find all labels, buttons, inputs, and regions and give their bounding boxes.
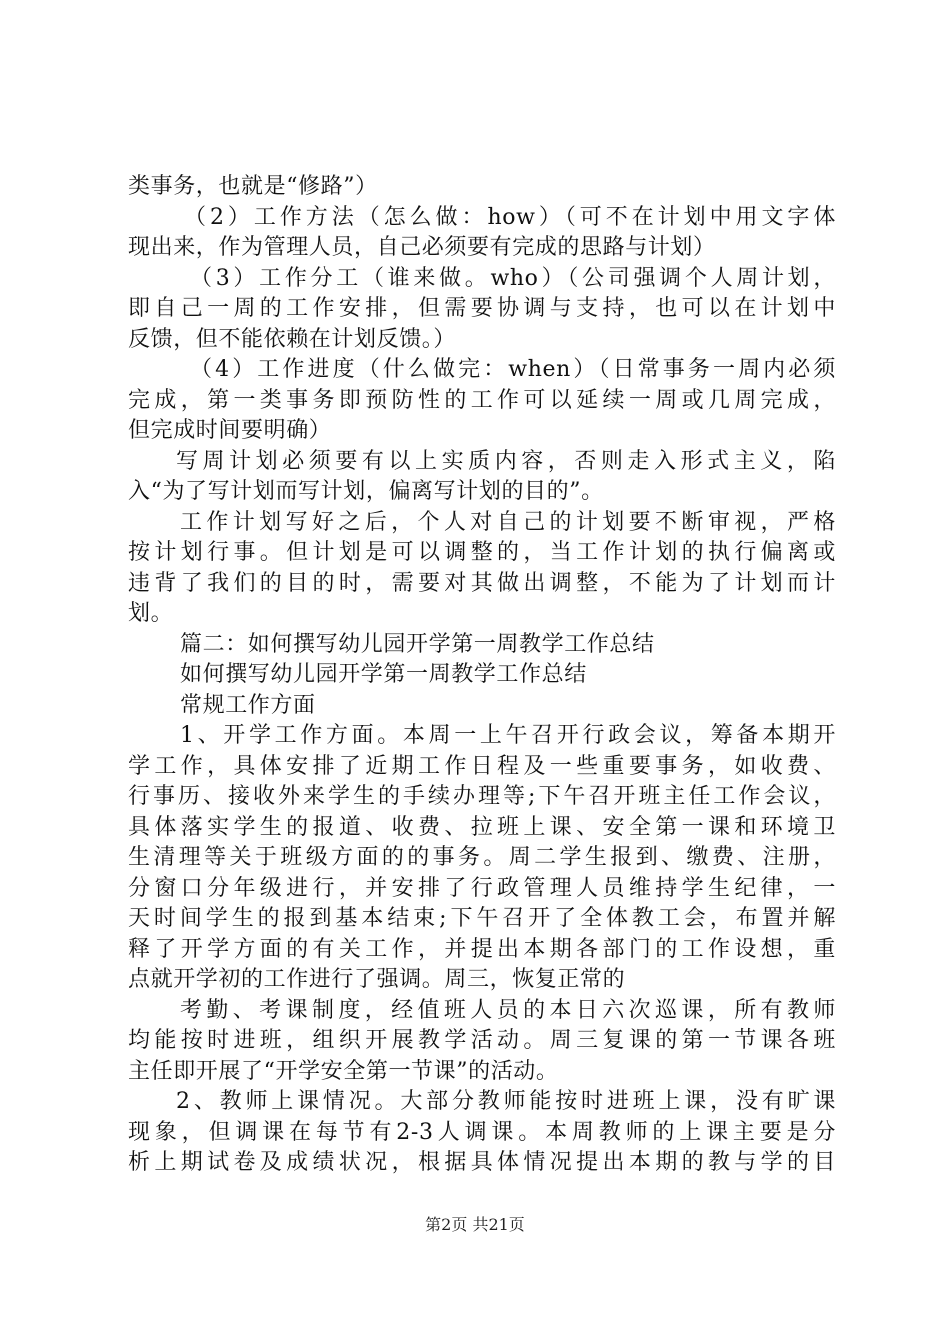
- text-line: 析上期试卷及成绩状况，根据具体情况提出本期的教与学的目: [128, 1150, 836, 1175]
- text-line: 2、教师上课情况。大部分教师能按时进班上课，没有旷课: [176, 1089, 836, 1114]
- text-line: 即自己一周的工作安排，但需要协调与支持，也可以在计划中: [128, 296, 836, 321]
- text-line: 学工作，具体安排了近期工作日程及一些重要事务，如收费、: [128, 753, 836, 779]
- section-subheading: 常规工作方面: [180, 692, 316, 718]
- section-heading: 如何撰写幼儿园开学第一周教学工作总结: [180, 662, 587, 687]
- text-line: 具体落实学生的报道、收费、拉班上课、安全第一课和环境卫: [128, 814, 836, 840]
- text-line: 均能按时进班，组织开展教学活动。周三复课的第一节课各班: [128, 1028, 836, 1053]
- text-line: 入“为了写计划而写计划，偏离写计划的目的”。: [128, 479, 604, 504]
- text-line: 反馈，但不能依赖在计划反馈。）: [128, 326, 457, 352]
- document-body: [128, 172, 836, 1179]
- text-line: 工作计划写好之后，个人对自己的计划要不断审视，严格: [180, 509, 836, 535]
- text-line: 完成，第一类事务即预防性的工作可以延续一周或几周完成，: [128, 387, 836, 413]
- text-line: （4）工作进度（什么做完：when）（日常事务一周内必须: [190, 357, 836, 382]
- text-line: 现象，但调课在每节有2-3人调课。本周教师的上课主要是分: [128, 1119, 836, 1145]
- text-line: （3）工作分工（谁来做。who）（公司强调个人周计划，: [190, 265, 836, 291]
- text-line: 分窗口分年级进行，并安排了行政管理人员维持学生纪律，一: [128, 875, 836, 901]
- text-line: 1、开学工作方面。本周一上午召开行政会议，筹备本期开: [180, 723, 836, 748]
- text-line: 点就开学初的工作进行了强调。周三，恢复正常的: [128, 967, 626, 992]
- text-line: 写周计划必须要有以上实质内容，否则走入形式主义，陷: [176, 448, 836, 474]
- text-line: 天时间学生的报到基本结束;下午召开了全体教工会，布置并解: [128, 906, 836, 931]
- text-line: 按计划行事。但计划是可以调整的，当工作计划的执行偏离或: [128, 540, 836, 565]
- text-line: 但完成时间要明确）: [128, 418, 332, 443]
- text-line: 类事务，也就是“修路”）: [128, 174, 378, 199]
- text-line: 主任即开展了“开学安全第一节课”的活动。: [128, 1058, 559, 1084]
- text-line: 违背了我们的目的时，需要对其做出调整，不能为了计划而计: [128, 570, 836, 596]
- text-line: 生清理等关于班级方面的的事务。周二学生报到、缴费、注册，: [128, 845, 836, 870]
- section-heading: 篇二：如何撰写幼儿园开学第一周教学工作总结: [180, 631, 655, 657]
- text-line: 行事历、接收外来学生的手续办理等;下午召开班主任工作会议，: [128, 784, 836, 809]
- page-number-footer: 第2页 共21页: [425, 1215, 525, 1234]
- text-line: 现出来，作为管理人员，自己必须要有完成的思路与计划）: [128, 235, 716, 260]
- text-line: 考勤、考课制度，经值班人员的本日六次巡课，所有教师: [180, 997, 836, 1023]
- text-line: （2）工作方法（怎么做：how）（可不在计划中用文字体: [184, 204, 836, 230]
- text-line: 划。: [128, 601, 174, 626]
- text-line: 释了开学方面的有关工作，并提出本期各部门的工作设想，重: [128, 936, 836, 962]
